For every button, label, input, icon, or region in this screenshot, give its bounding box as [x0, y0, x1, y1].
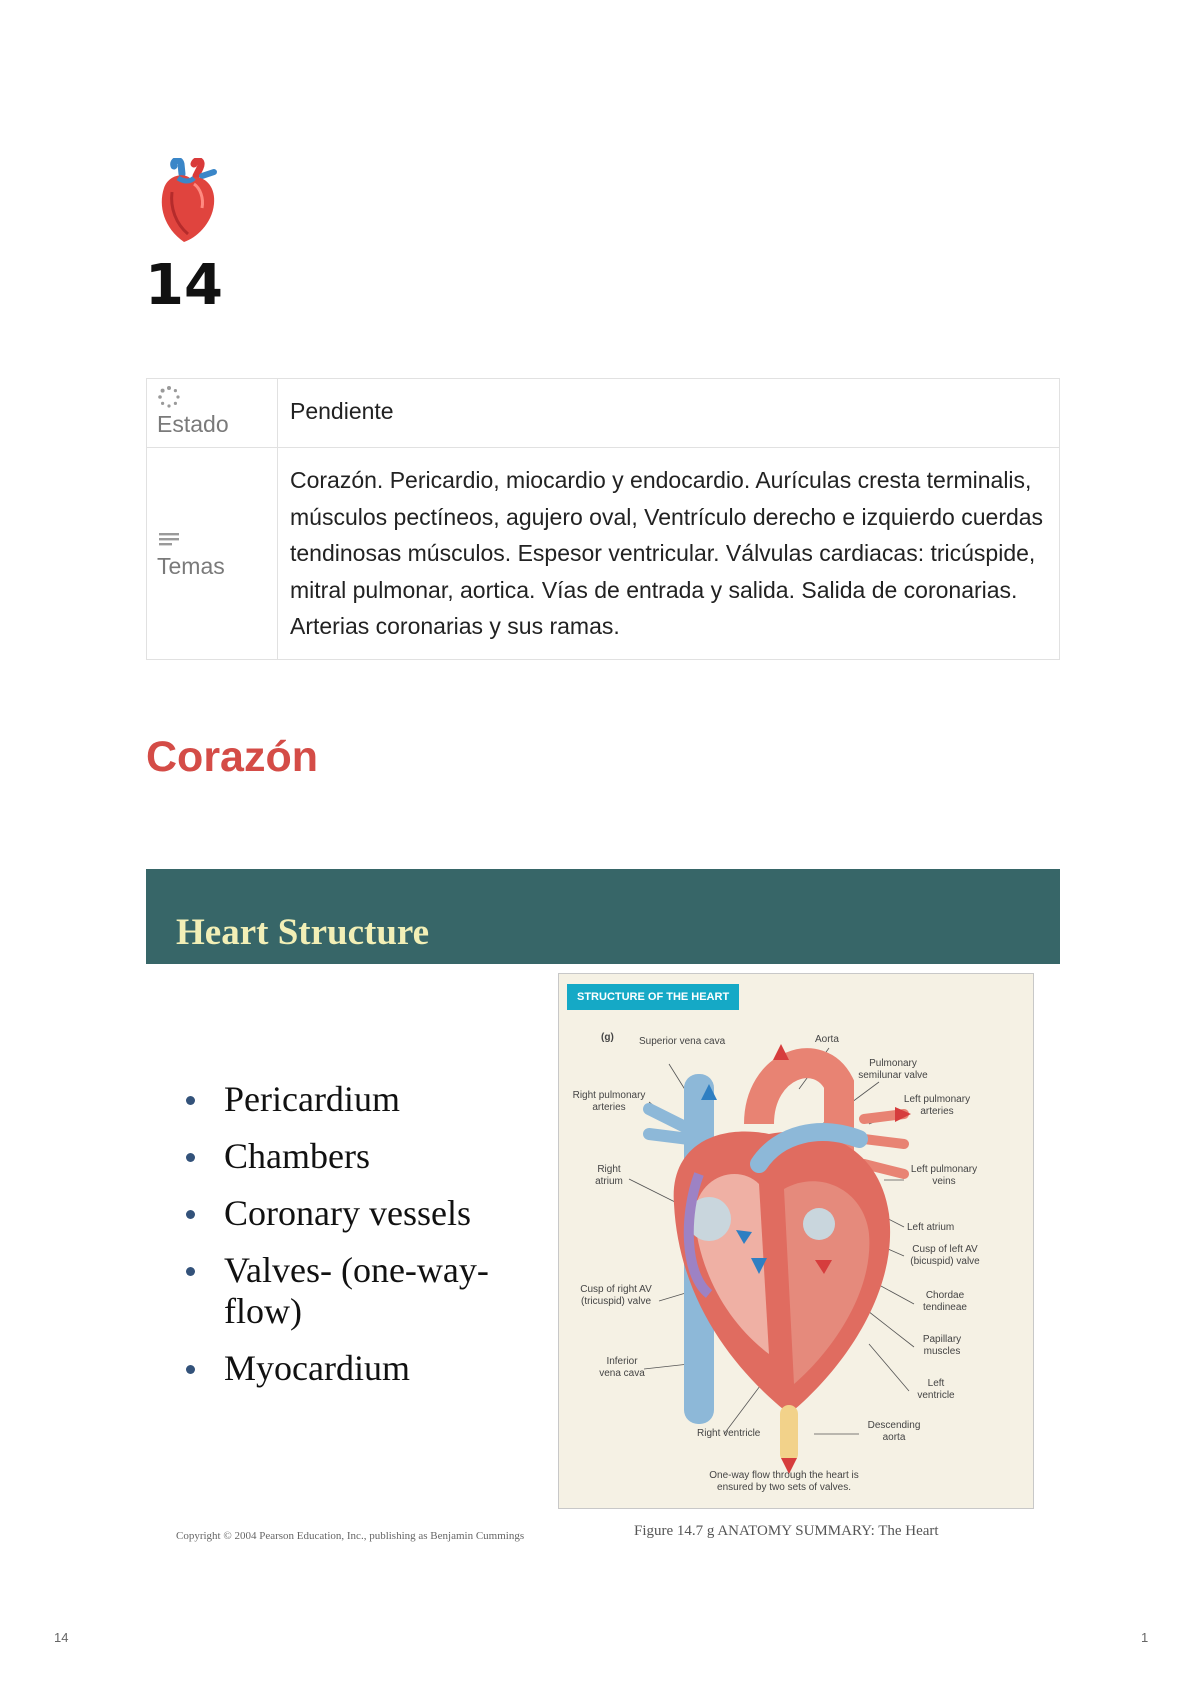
- figure-caption: Figure 14.7 g ANATOMY SUMMARY: The Heart: [634, 1523, 939, 1539]
- figure-tag: STRUCTURE OF THE HEART: [567, 984, 739, 1010]
- slide-copyright: Copyright © 2004 Pearson Education, Inc., publishing as Benjamin Cummings: [176, 1530, 525, 1542]
- property-value-temas[interactable]: Corazón. Pericardio, miocardio y endocardio. Aurículas cresta terminalis, músculos pectíneos, agujero oval, Ventrículo derecho e izquierdo cuerdas tendinosas músculos. Espesor ventricular. Válvulas cardiacas: tricúspide, mitral pulmonar, aortica. Vías de entrada y salida. Salida de coronarias. Arterias coronarias y sus ramas.: [278, 448, 1060, 660]
- label-right-ventricle: Right ventricle: [697, 1428, 761, 1439]
- label-aorta: Aorta: [815, 1034, 839, 1045]
- slide-image: [146, 869, 1060, 1549]
- property-name-cell: [147, 448, 278, 660]
- property-name-temas: Temas: [157, 552, 225, 579]
- bullet-text: Valves- (one-way-flow): [224, 1250, 489, 1331]
- property-row-temas: [147, 448, 1060, 660]
- label-right-atrium: Right atrium: [595, 1164, 623, 1187]
- bullet-dot: [186, 1153, 195, 1162]
- label-left-ventricle: Left ventricle: [917, 1378, 955, 1401]
- label-cusp-right-av: Cusp of right AV (tricuspid) valve: [580, 1284, 652, 1307]
- heart-figure: [558, 973, 1034, 1509]
- slide-title: Heart Structure: [176, 912, 430, 953]
- property-name-cell: [147, 379, 278, 448]
- bullet-text: Myocardium: [224, 1348, 410, 1388]
- list-item: [186, 1136, 524, 1177]
- text-lines-icon: [157, 527, 181, 551]
- label-superior-vena-cava: Superior vena cava: [639, 1036, 726, 1047]
- property-name-estado: Estado: [157, 411, 229, 437]
- slide-header: [146, 869, 1060, 964]
- label-chordae-tendineae: Chordae tendineae: [923, 1290, 967, 1313]
- anatomical-heart-icon: [150, 158, 222, 246]
- list-item: [186, 1250, 524, 1332]
- bullet-text: Chambers: [224, 1136, 370, 1176]
- label-inferior-vena-cava: Inferior vena cava: [599, 1356, 645, 1379]
- label-cusp-left-av: Cusp of left AV (bicuspid) valve: [910, 1244, 980, 1267]
- label-left-atrium: Left atrium: [907, 1222, 955, 1233]
- figure-flow-note: One-way flow through the heart is ensured by two sets of valves.: [709, 1470, 859, 1493]
- label-left-pulmonary-arteries: Left pulmonary arteries: [903, 1094, 971, 1117]
- bullet-dot: [186, 1267, 195, 1276]
- footer-page-title: 14: [54, 1630, 69, 1645]
- list-item: [186, 1193, 524, 1234]
- heart-diagram: [559, 974, 1035, 1510]
- list-item: [186, 1348, 524, 1389]
- footer-page-number: 1: [1141, 1630, 1149, 1645]
- properties-table: [146, 378, 1060, 660]
- figure-panel-label: (g): [601, 1032, 614, 1043]
- bullet-text: Pericardium: [224, 1079, 400, 1119]
- bullet-dot: [186, 1096, 195, 1105]
- label-pulmonary-valve: Pulmonary semilunar valve: [858, 1058, 928, 1081]
- bullet-dot: [186, 1210, 195, 1219]
- bullet-text: Coronary vessels: [224, 1193, 471, 1233]
- list-item: [186, 1079, 524, 1120]
- property-row-estado: [147, 379, 1060, 448]
- section-heading: Corazón: [146, 733, 318, 781]
- label-papillary-muscles: Papillary muscles: [922, 1334, 962, 1357]
- page-title: 14: [145, 253, 223, 318]
- label-descending-aorta: Descending aorta: [867, 1420, 921, 1443]
- slide-bullet-list: [186, 1079, 524, 1405]
- loading-spinner-icon: [157, 385, 181, 409]
- label-right-pulmonary-arteries: Right pulmonary arteries: [572, 1090, 646, 1113]
- bullet-dot: [186, 1365, 195, 1374]
- property-value-estado[interactable]: Pendiente: [278, 379, 1060, 448]
- label-left-pulmonary-veins: Left pulmonary veins: [910, 1164, 978, 1187]
